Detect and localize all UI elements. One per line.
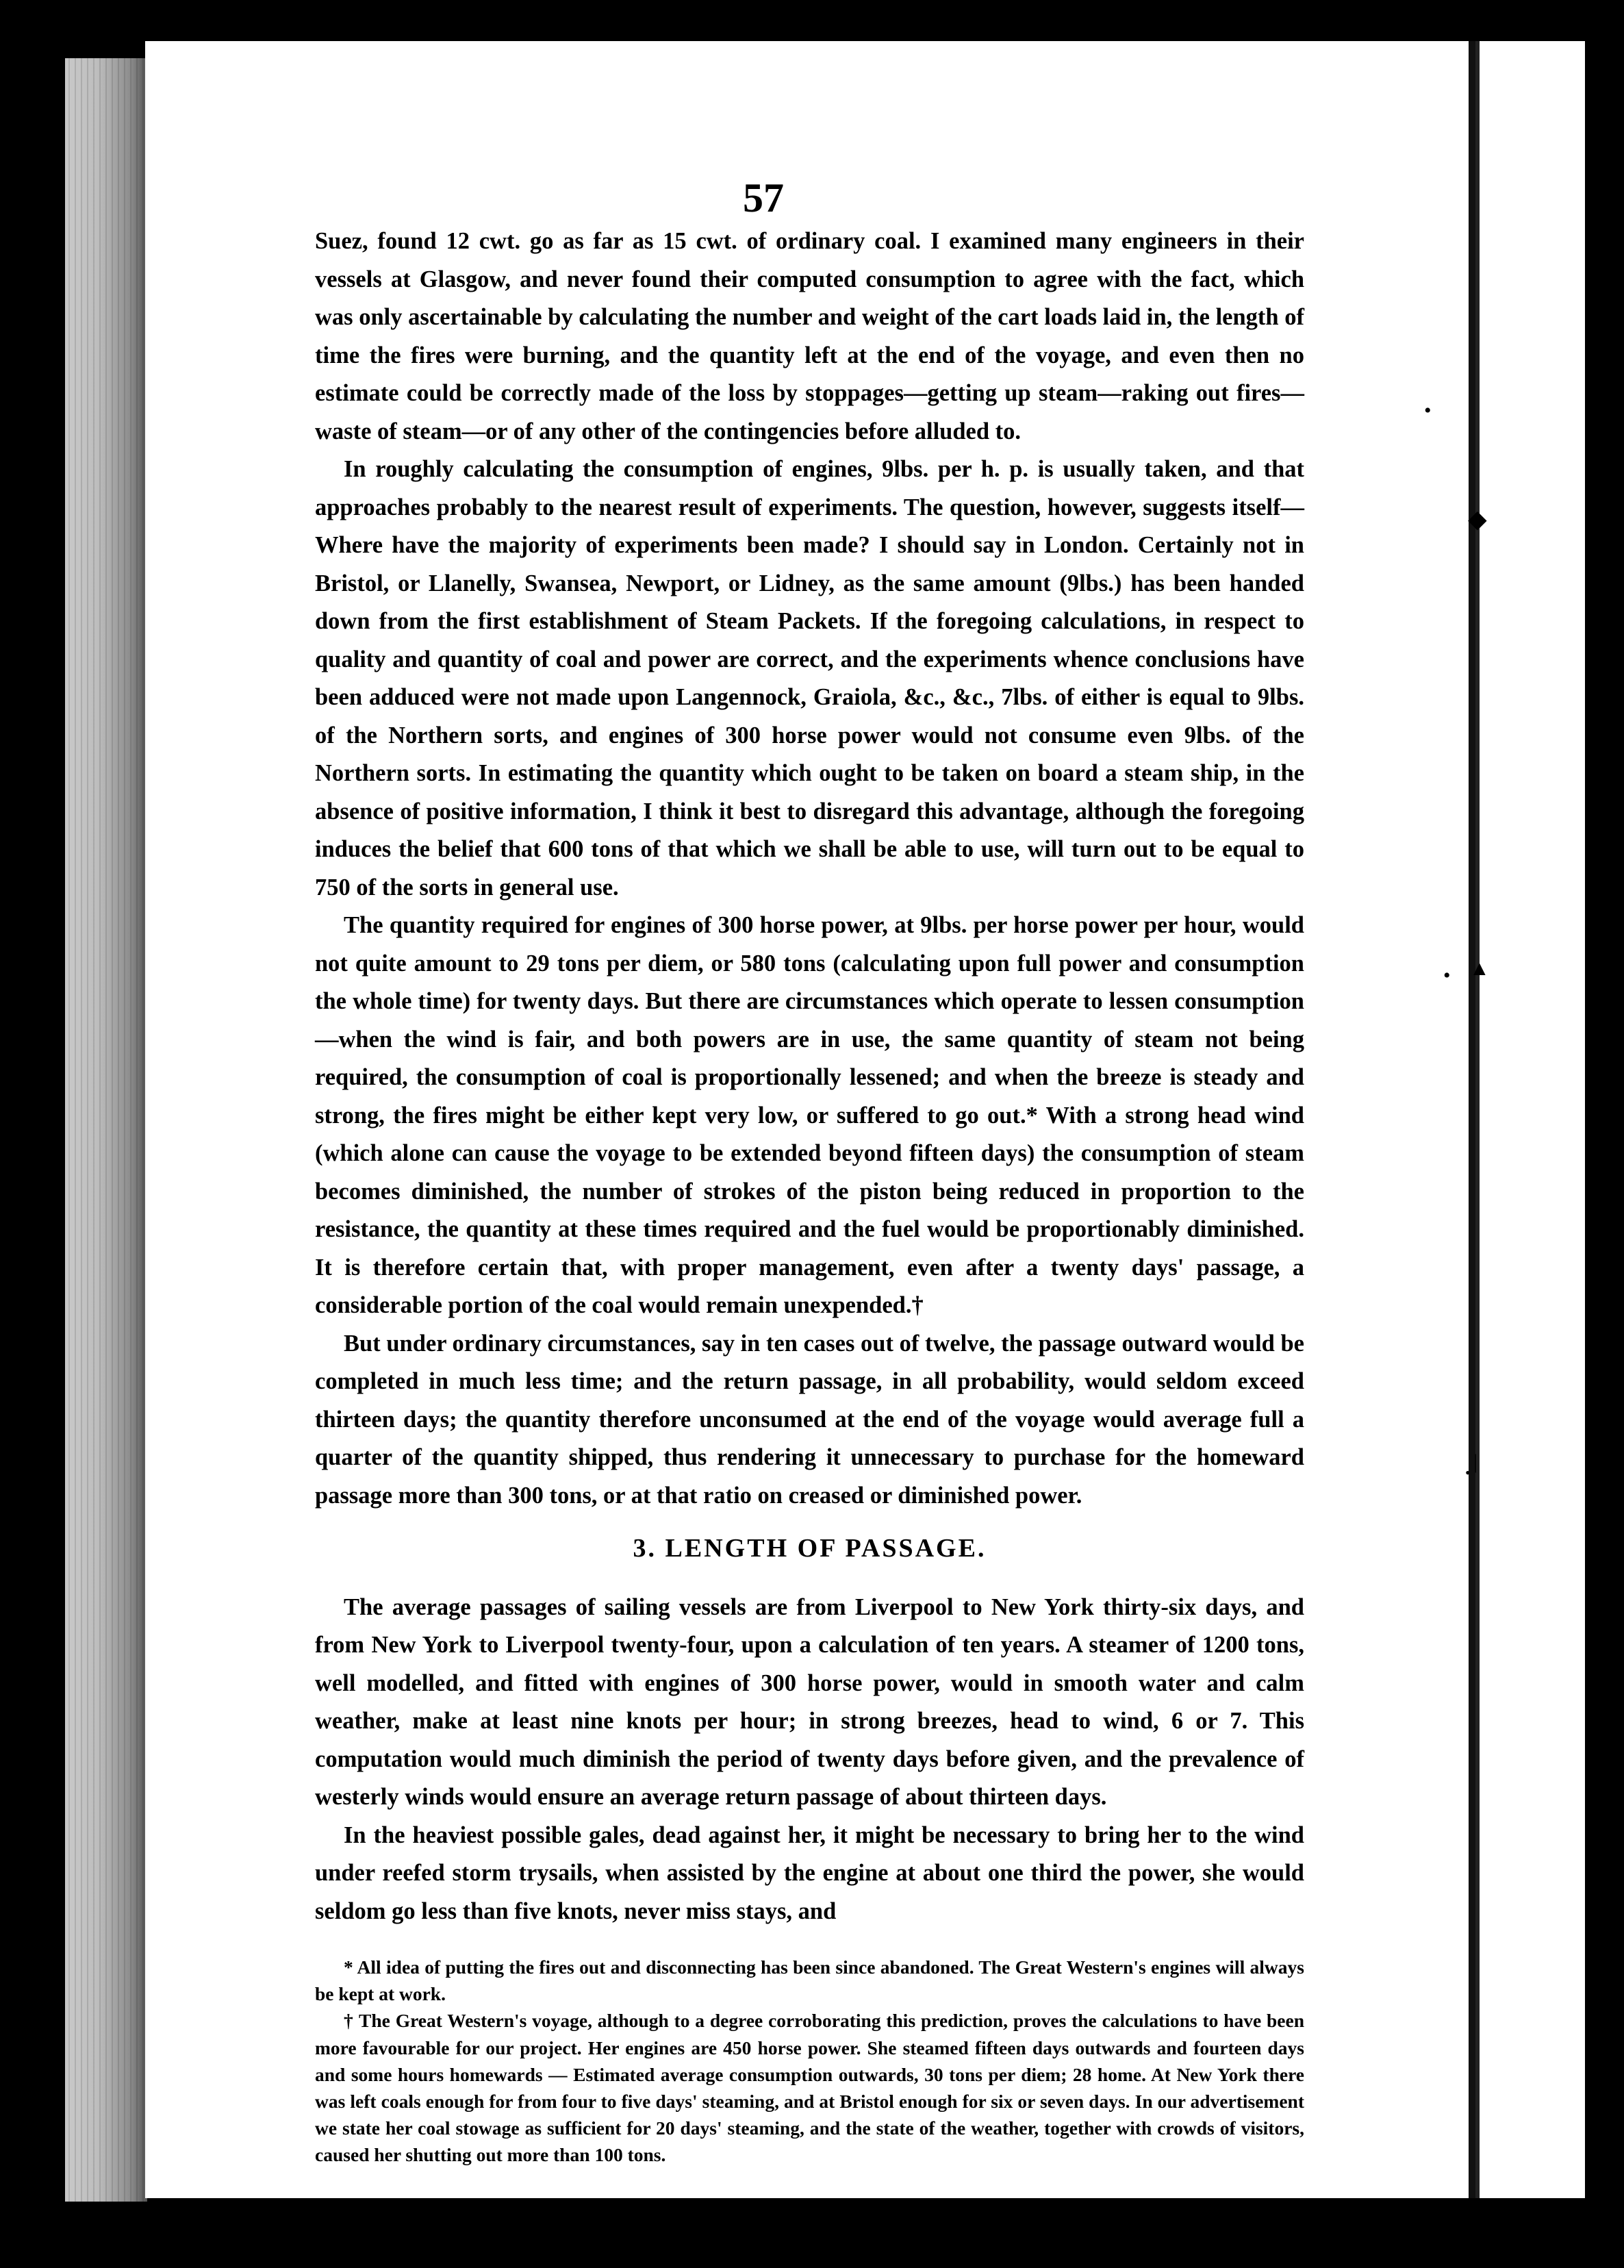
paragraph: The average passages of sailing vessels are from Liverpool to New York thirty-six days, and from New York to Liverpool twenty-four, upon a calculation of ten years. A steamer of 1200 tons, well modelled, and fitted with engines of 300 horse power, would in smooth water and calm weather, make at least nine knots per hour; in strong breezes, head to wind, 6 or 7. This computation would much diminish the period of twenty days before given, and the prevalence of westerly winds would ensure an average return passage of about thirteen days.: [315, 1593, 1304, 1810]
page-edges: [68, 58, 144, 2202]
margin-mark: •: [1424, 399, 1432, 422]
footnote: * All idea of putting the fires out and disconnecting has been since abandoned. The Great Western's engines will always be kept at work.: [315, 1956, 1304, 2005]
margin-mark: ◆: [1468, 505, 1487, 533]
margin-mark: •: [1465, 1464, 1471, 1481]
page-number: 57: [743, 175, 784, 220]
paragraph: But under ordinary circumstances, say in ten cases out of twelve, the passage outward would be completed in much less time; and the return passage, in all probability, would seldom exceed thirteen days; the quantity therefore unconsumed at the end of the voyage would average full a quarter of the quantity shipped, thus rendering it unnecessary to purchase for the homeward passage more than 300 tons, or at that ratio on creased or diminished power.: [315, 1330, 1304, 1509]
section-heading: 3. LENGTH OF PASSAGE.: [633, 1534, 987, 1563]
paragraph: The quantity required for engines of 300 horse power, at 9lbs. per horse power per hour, would not quite amount to 29 tons per diem, or 580 tons (calculating upon full power and consumption the whole time) for twenty days. But there are circumstances which operate to lessen consumption—when the wind is fair, and both powers are in use, the same quantity of steam not being required, the consumption of coal is proportionally lessened; and when the breeze is steady and strong, the fires might be either kept very low, or suffered to go out.* With a strong head wind (which alone can cause the voyage to be extended beyond fifteen days) the consumption of steam becomes diminished, the number of strokes of the piston being reduced in proportion to the resistance, the quantity at these times required and the fuel would be proportionably diminished. It is therefore certain that, with proper management, even after a twenty days' passage, a considerable portion of the coal would remain unexpended.†: [315, 912, 1304, 1318]
margin-mark: ▲: [1469, 957, 1490, 980]
facing-page-edge: [1469, 41, 1585, 2198]
footnote: † The Great Western's voyage, although to a degree corroborating this prediction, proves the calculations to have been more favourable for our project. Her engines are 450 horse power. She steamed fifteen days outwards and fourteen days and some hours homewards — Estimated average consumption outwards, 30 tons per diem; 28 home. At New York there was left coals enough for from four to five days' steaming, and at Bristol enough for six or seven days. In our advertisement we state her coal stowage as sufficient for 20 days' steaming, and the state of the weather, together with crowds of visitors, caused her shutting out more than 100 tons.: [315, 2010, 1304, 2166]
body-text: [315, 223, 1304, 2169]
page-divider: [1475, 41, 1480, 2198]
margin-mark: •: [1443, 964, 1451, 987]
paragraph: In the heaviest possible gales, dead against her, it might be necessary to bring her to the wind under reefed storm trysails, when assisted by the engine at about one third the power, she would seldom go less than five knots, never miss stays, and: [315, 1822, 1304, 1924]
paragraph: In roughly calculating the consumption of engines, 9lbs. per h. p. is usually taken, and that approaches probably to the nearest result of experiments. The question, however, suggests itself—Where have the majority of experiments been made? I should say in London. Certainly not in Bristol, or Llanelly, Swansea, Newport, or Lidney, as the same amount (9lbs.) has been handed down from the first establishment of Steam Packets. If the foregoing calculations, in respect to quality and quantity of coal and power are correct, and the experiments whence conclusions have been adduced were not made upon Langennock, Graiola, &c., &c., 7lbs. of either is equal to 9lbs. of the Northern sorts, and engines of 300 horse power would not consume even 9lbs. of the Northern sorts. In estimating the quantity which ought to be taken on board a steam ship, in the absence of positive information, I think it best to disregard this advantage, although the foregoing induces the belief that 600 tons of that which we shall be able to use, will turn out to be equal to 750 of the sorts in general use.: [315, 456, 1304, 900]
paragraph: Suez, found 12 cwt. go as far as 15 cwt. of ordinary coal. I examined many engineers in their vessels at Glasgow, and never found their computed consumption to agree with the fact, which was only ascertainable by calculating the number and weight of the cart loads laid in, the length of time the fires were burning, and the quantity left at the end of the voyage, and even then no estimate could be correctly made of the loss by stoppages—getting up steam—raking out fires—waste of steam—or of any other of the contingencies before alluded to.: [315, 228, 1304, 444]
footnotes: [315, 1954, 1304, 2169]
margin-mark: |: [1473, 1450, 1478, 1473]
